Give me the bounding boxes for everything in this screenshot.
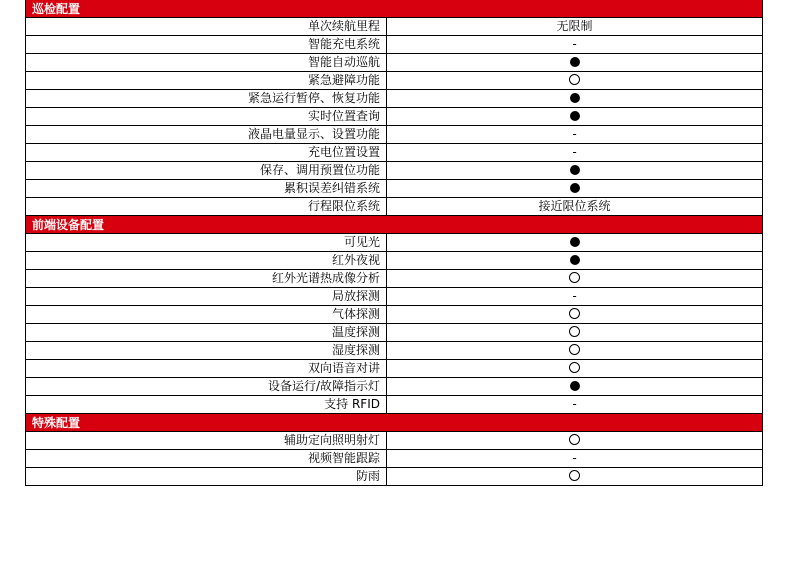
hollow-circle-icon [569, 344, 580, 355]
filled-circle-icon [570, 255, 580, 265]
table-row [26, 162, 762, 180]
feature-value [387, 234, 762, 251]
feature-value [387, 108, 762, 125]
feature-label: 紧急避障功能 [26, 72, 387, 89]
feature-label: 设备运行/故障指示灯 [26, 378, 387, 395]
feature-label: 支持 RFID [26, 396, 387, 413]
feature-value [387, 288, 762, 305]
feature-label: 紧急运行暂停、恢复功能 [26, 90, 387, 107]
table-row [26, 198, 762, 216]
table-row [26, 360, 762, 378]
feature-value [387, 90, 762, 107]
value-text: - [572, 289, 577, 303]
feature-label: 温度探测 [26, 324, 387, 341]
feature-label: 局放探测 [26, 288, 387, 305]
table-row [26, 288, 762, 306]
feature-label: 双向语音对讲 [26, 360, 387, 377]
value-text: - [572, 37, 577, 51]
table-row [26, 468, 762, 486]
table-row [26, 378, 762, 396]
feature-label: 单次续航里程 [26, 18, 387, 35]
feature-value [387, 324, 762, 341]
feature-label: 红外夜视 [26, 252, 387, 269]
feature-value [387, 468, 762, 485]
hollow-circle-icon [569, 308, 580, 319]
hollow-circle-icon [569, 326, 580, 337]
feature-label: 智能自动巡航 [26, 54, 387, 71]
feature-value [387, 432, 762, 449]
table-row [26, 270, 762, 288]
table-row [26, 252, 762, 270]
feature-label: 实时位置查询 [26, 108, 387, 125]
feature-value [387, 360, 762, 377]
feature-label: 智能充电系统 [26, 36, 387, 53]
table-row [26, 144, 762, 162]
table-row [26, 342, 762, 360]
filled-circle-icon [570, 237, 580, 247]
feature-value [387, 270, 762, 287]
hollow-circle-icon [569, 74, 580, 85]
hollow-circle-icon [569, 470, 580, 481]
table-row [26, 306, 762, 324]
feature-value [387, 54, 762, 71]
feature-value [387, 252, 762, 269]
feature-label: 液晶电量显示、设置功能 [26, 126, 387, 143]
filled-circle-icon [570, 165, 580, 175]
table-row [26, 432, 762, 450]
feature-label: 气体探测 [26, 306, 387, 323]
feature-value [387, 18, 762, 35]
filled-circle-icon [570, 381, 580, 391]
table-row [26, 324, 762, 342]
feature-label: 湿度探测 [26, 342, 387, 359]
table-row [26, 36, 762, 54]
filled-circle-icon [570, 111, 580, 121]
table-row [26, 18, 762, 36]
filled-circle-icon [570, 57, 580, 67]
filled-circle-icon [570, 183, 580, 193]
table-row [26, 396, 762, 414]
value-text: 无限制 [556, 19, 593, 33]
hollow-circle-icon [569, 362, 580, 373]
value-text: - [572, 397, 577, 411]
value-text: 接近限位系统 [538, 199, 611, 213]
feature-label: 防雨 [26, 468, 387, 485]
feature-value [387, 378, 762, 395]
table-row [26, 72, 762, 90]
filled-circle-icon [570, 93, 580, 103]
feature-label: 红外光谱热成像分析 [26, 270, 387, 287]
feature-value [387, 180, 762, 197]
feature-value [387, 396, 762, 413]
feature-value [387, 126, 762, 143]
section-header: 巡检配置 [26, 0, 762, 18]
feature-label: 视频智能跟踪 [26, 450, 387, 467]
feature-value [387, 162, 762, 179]
section-header: 前端设备配置 [26, 216, 762, 234]
feature-value [387, 36, 762, 53]
spec-table [25, 0, 763, 486]
section-header: 特殊配置 [26, 414, 762, 432]
table-row [26, 126, 762, 144]
table-row [26, 234, 762, 252]
feature-value [387, 450, 762, 467]
feature-label: 充电位置设置 [26, 144, 387, 161]
hollow-circle-icon [569, 272, 580, 283]
value-text: - [572, 145, 577, 159]
table-row [26, 90, 762, 108]
feature-label: 行程限位系统 [26, 198, 387, 215]
feature-label: 辅助定向照明射灯 [26, 432, 387, 449]
feature-value [387, 72, 762, 89]
table-row [26, 180, 762, 198]
feature-value [387, 342, 762, 359]
feature-label: 可见光 [26, 234, 387, 251]
table-row [26, 54, 762, 72]
hollow-circle-icon [569, 434, 580, 445]
table-row [26, 108, 762, 126]
value-text: - [572, 451, 577, 465]
table-row [26, 450, 762, 468]
feature-label: 累积误差纠错系统 [26, 180, 387, 197]
feature-label: 保存、调用预置位功能 [26, 162, 387, 179]
value-text: - [572, 127, 577, 141]
feature-value [387, 306, 762, 323]
feature-value [387, 144, 762, 161]
feature-value [387, 198, 762, 215]
